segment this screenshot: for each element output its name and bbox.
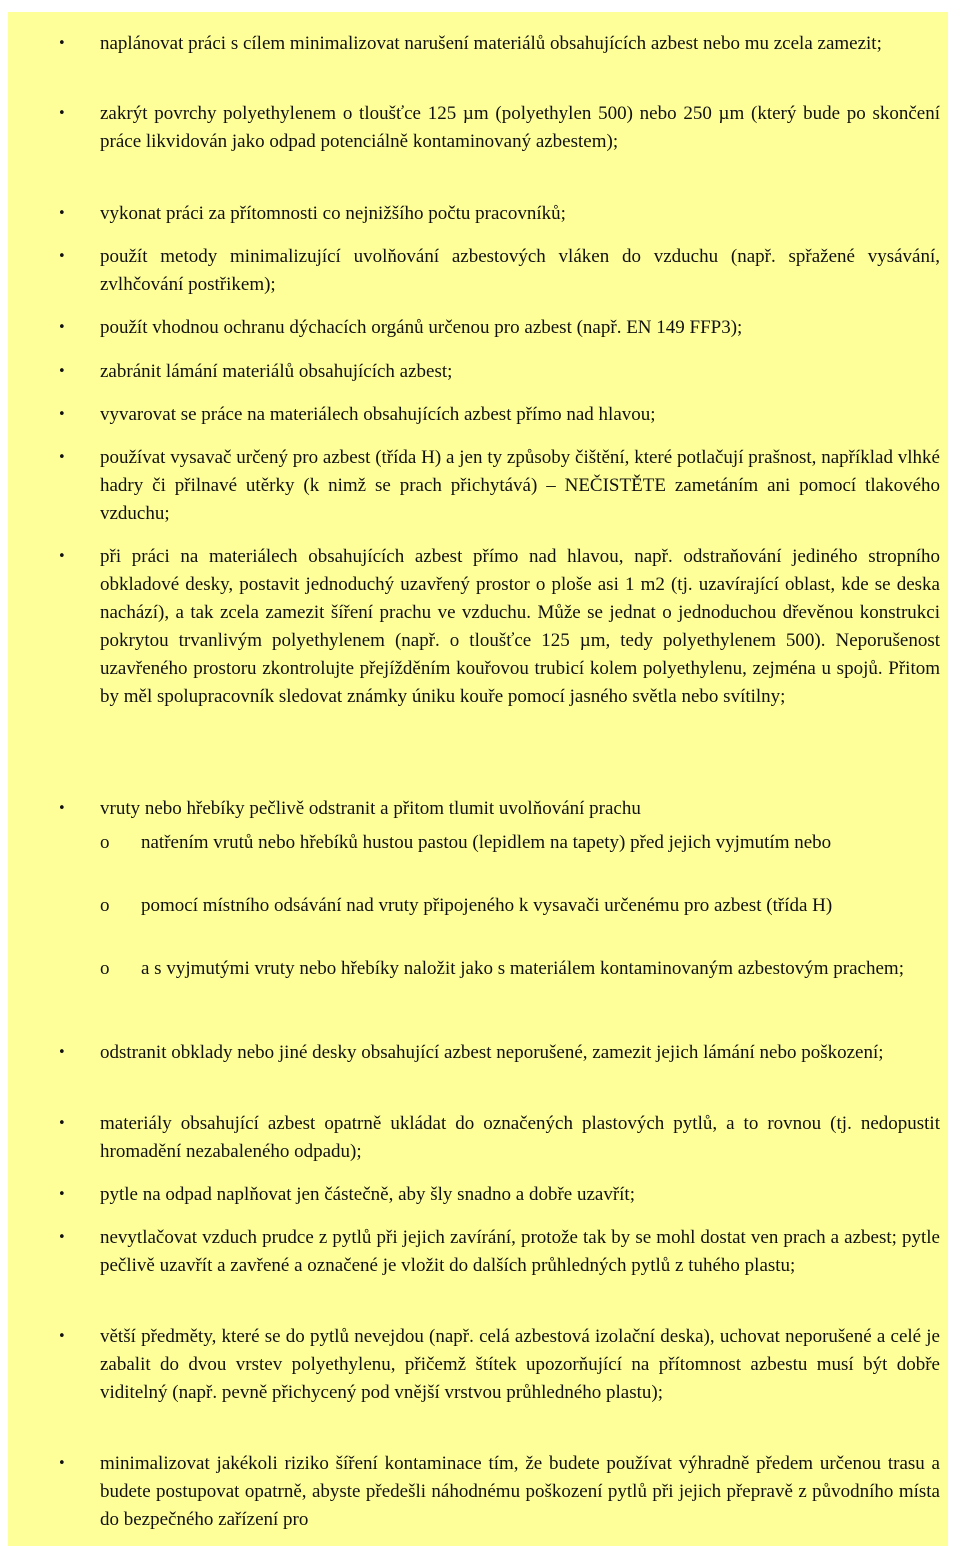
bullet-marker: • — [58, 450, 66, 465]
bullet-marker: • — [58, 801, 66, 816]
list-item: použít vhodnou ochranu dýchacích orgánů určenou pro azbest (např. EN 149 FFP3); — [100, 317, 743, 338]
list-item: vyvarovat se práce na materiálech obsahujících azbest přímo nad hlavou; — [100, 404, 656, 425]
bullet-marker: • — [58, 549, 66, 564]
bullet-marker: • — [58, 36, 66, 51]
bullet-marker: • — [58, 106, 66, 121]
list-item: odstranit obklady nebo jiné desky obsahující azbest neporušené, zamezit jejich lámání nebo poškození; — [100, 1042, 884, 1063]
list-item: naplánovat práci s cílem minimalizovat narušení materiálů obsahujících azbest nebo mu zcela zamezit; — [100, 33, 882, 54]
sub-bullet-marker: o — [100, 895, 110, 916]
sub-list-item: pomocí místního odsávání nad vruty připojeného k vysavači určenému pro azbest (třída H) — [141, 895, 833, 916]
list-item: materiály obsahující azbest opatrně ukládat do označených plastových pytlů, a to rovnou (tj. nedopustit hromadění nezabaleného odpadu); — [100, 1113, 940, 1162]
list-item: používat vysavač určený pro azbest (třída H) a jen ty způsoby čištění, které potlačují prašnost, například vlhké hadry či přilnavé utěrky (k nimž se prach přichytává) – NEČISTĚTE zametáním ani pomocí tlakového vzduchu; — [100, 447, 940, 524]
bullet-marker: • — [58, 407, 66, 422]
bullet-marker: • — [58, 1456, 66, 1471]
list-item: při práci na materiálech obsahujících azbest přímo nad hlavou, např. odstraňování jediného stropního obkladové desky, postavit jednoduchý uzavřený prostor o ploše asi 1 m2 (tj. uzavírající oblast, kde se deska nachází), a tak zcela zamezit šíření prachu ve vzduchu. Může se jednat o jednoduchou dřevěnou konstrukci pokrytou trvanlivým polyethylenem (např. o tloušťce 125 µm, tedy polyethylenem 500). Neporušenost uzavřeného prostoru zkontrolujte přejížděním kouřovou trubicí kolem polyethylenu, zejména u spojů. Přitom by měl spolupracovník sledovat známky úniku kouře pomocí jasného světla nebo svítilny; — [100, 546, 940, 707]
bullet-marker: • — [58, 364, 66, 379]
bullet-marker: • — [58, 1230, 66, 1245]
bullet-marker: • — [58, 320, 66, 335]
bullet-marker: • — [58, 1187, 66, 1202]
sub-bullet-marker: o — [100, 832, 110, 853]
sub-list-item: natřením vrutů nebo hřebíků hustou pastou (lepidlem na tapety) před jejich vyjmutím nebo — [141, 832, 832, 853]
bullet-marker: • — [58, 1116, 66, 1131]
document-page — [8, 12, 948, 1546]
list-item: vruty nebo hřebíky pečlivě odstranit a přitom tlumit uvolňování prachu — [100, 798, 641, 819]
sub-bullet-marker: o — [100, 958, 110, 979]
list-item: minimalizovat jakékoli riziko šíření kontaminace tím, že budete používat výhradně předem určenou trasu a budete postupovat opatrně, abyste předešli náhodnému poškození pytlů při jejich přepravě z původního místa do bezpečného zařízení pro — [100, 1453, 940, 1530]
bullet-marker: • — [58, 1045, 66, 1060]
list-item: zakrýt povrchy polyethylenem o tloušťce 125 µm (polyethylen 500) nebo 250 µm (který bude po skončení práce likvidován jako odpad potenciálně kontaminovaný azbestem); — [100, 103, 940, 152]
list-item: nevytlačovat vzduch prudce z pytlů při jejich zavírání, protože tak by se mohl dostat ven prach a azbest; pytle pečlivě uzavřít a zavřené a označené je vložit do dalších průhledných pytlů z tuhého plastu; — [100, 1227, 940, 1276]
bullet-marker: • — [58, 1329, 66, 1344]
list-item: zabránit lámání materiálů obsahujících azbest; — [100, 361, 453, 382]
bullet-marker: • — [58, 249, 66, 264]
list-item: vykonat práci za přítomnosti co nejnižšího počtu pracovníků; — [100, 203, 566, 224]
bullet-marker: • — [58, 206, 66, 221]
list-item: pytle na odpad naplňovat jen částečně, aby šly snadno a dobře uzavřít; — [100, 1184, 635, 1205]
sub-list-item: a s vyjmutými vruty nebo hřebíky naložit jako s materiálem kontaminovaným azbestovým prachem; — [141, 958, 904, 979]
list-item: větší předměty, které se do pytlů nevejdou (např. celá azbestová izolační deska), uchovat neporušené a celé je zabalit do dvou vrstev polyethylenu, přičemž štítek upozorňující na přítomnost azbestu musí být dobře viditelný (např. pevně přichycený pod vnější vrstvou průhledného plastu); — [100, 1326, 940, 1403]
list-item: použít metody minimalizující uvolňování azbestových vláken do vzduchu (např. spřažené vysávání, zvlhčování postřikem); — [100, 246, 940, 295]
